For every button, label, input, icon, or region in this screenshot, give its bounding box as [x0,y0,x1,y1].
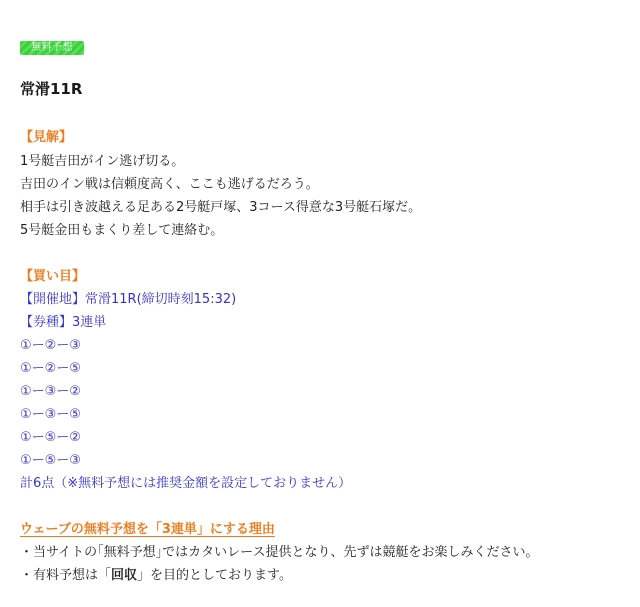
view-line-1: 1号艇吉田がイン逃げ切る。 [20,154,185,169]
bet-combo-3: ①ー③ー② [20,384,81,399]
view-line-4: 5号艇金田もまくり差して連絡む。 [20,223,224,238]
reason-line-2-suffix: 」を目的としております。 [137,568,292,583]
race-title: 常滑11R [20,80,83,98]
free-prediction-badge: 無料予想 [20,41,84,55]
reason-line-2-prefix: ・有料予想は「 [20,568,112,583]
view-heading: 【見解】 [20,130,73,145]
reason-line-2-bold: 回収 [111,568,138,583]
reason-line-2 [20,567,292,585]
bet-combo-6: ①ー⑤ー③ [20,453,81,468]
bet-heading: 【買い目】 [20,269,86,284]
bet-combo-5: ①ー⑤ー② [20,430,81,445]
bet-type: 【券種】3連単 [20,315,107,330]
bet-combo-4: ①ー③ー⑤ [20,407,81,422]
bet-combo-2: ①ー②ー⑤ [20,361,81,376]
view-line-3: 相手は引き波越える足ある2号艇戸塚、3コース得意な3号艇石塚だ。 [20,200,422,215]
reason-line-1: ・当サイトの｢無料予想｣ではカタいレース提供となり、先ずは競艇をお楽しみください。 [20,545,539,560]
bet-venue: 【開催地】常滑11R(締切時刻15:32) [20,292,237,307]
bet-total: 計6点（※無料予想には推奨金額を設定しておりません） [20,476,352,491]
view-line-2: 吉田のイン戦は信頼度高く、ここも逃げるだろう。 [20,177,319,192]
reason-heading-link[interactable]: ウェーブの無料予想を「3連単」にする理由 [20,522,275,537]
bet-combo-1: ①ー②ー③ [20,338,81,353]
